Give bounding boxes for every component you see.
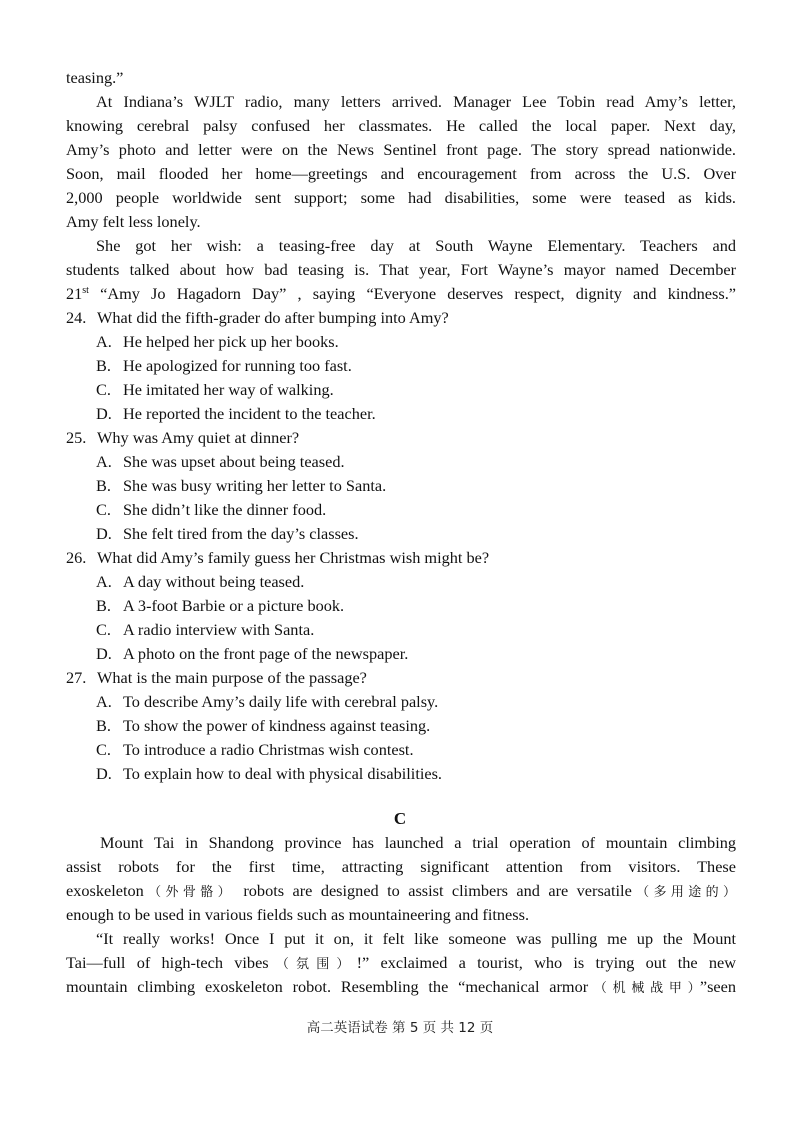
question-number: 27. <box>66 668 87 687</box>
option-letter: D. <box>96 524 112 543</box>
text-segment: !” exclaimed a tourist, who is trying out the new <box>356 953 736 972</box>
question-stem <box>66 546 736 570</box>
passage-b-line: Amy felt less lonely. <box>66 212 201 231</box>
passage-c-line: Mount Tai in Shandong province has launched a trial operation of mountain climbing <box>100 833 736 852</box>
question-number: 26. <box>66 548 87 567</box>
cjk-gloss: （机械战甲） <box>588 981 700 996</box>
option-letter: C. <box>96 500 111 519</box>
option-text: To introduce a radio Christmas wish contest. <box>123 740 414 759</box>
option-text: A day without being teased. <box>123 572 305 591</box>
passage-c-line: enough to be used in various fields such as mountaineering and fitness. <box>66 905 530 924</box>
passage-c-line: “It really works! Once I put it on, it felt like someone was pulling me up the Mount <box>96 929 736 948</box>
answer-option <box>96 450 766 474</box>
text-segment: robots are designed to assist climbers and are versatile <box>243 881 632 900</box>
option-letter: D. <box>96 404 112 423</box>
passage-b-line <box>66 282 736 306</box>
passage-c-line: assist robots for the first time, attracting significant attention from visitors. These <box>66 857 736 876</box>
answer-option <box>96 570 766 594</box>
question-stem <box>66 666 736 690</box>
answer-option <box>96 474 766 498</box>
date-rest: “Amy Jo Hagadorn Day” , saying “Everyone deserves respect, dignity and kindness.” <box>88 284 736 303</box>
option-letter: A. <box>96 572 112 591</box>
section-heading: C <box>393 809 407 828</box>
text-segment: exoskeleton <box>66 881 144 900</box>
passage-b-line: knowing cerebral palsy confused her classmates. He called the local paper. Next day, <box>66 116 736 135</box>
option-letter: A. <box>96 692 112 711</box>
answer-option <box>96 618 766 642</box>
answer-option <box>96 642 766 666</box>
cjk-gloss: （多用途的） <box>631 885 736 900</box>
question-number: 25. <box>66 428 87 447</box>
page-footer: 高二英语试卷 第 5 页 共 12 页 <box>306 1020 494 1036</box>
option-letter: C. <box>96 620 111 639</box>
option-text: He apologized for running too fast. <box>123 356 352 375</box>
question-text: What did the fifth-grader do after bumping into Amy? <box>97 308 449 327</box>
question-text: What did Amy’s family guess her Christmas wish might be? <box>97 548 490 567</box>
passage-b-line: students talked about how bad teasing is. That year, Fort Wayne’s mayor named December <box>66 260 736 279</box>
answer-option <box>96 522 766 546</box>
option-text: A radio interview with Santa. <box>123 620 315 639</box>
option-letter: C. <box>96 380 111 399</box>
option-text: She didn’t like the dinner food. <box>123 500 327 519</box>
option-letter: B. <box>96 716 111 735</box>
date-suffix: st <box>82 285 89 296</box>
answer-option <box>96 378 766 402</box>
option-text: To explain how to deal with physical disabilities. <box>123 764 443 783</box>
question-stem <box>66 306 736 330</box>
option-letter: A. <box>96 452 112 471</box>
option-text: To describe Amy’s daily life with cerebral palsy. <box>123 692 439 711</box>
passage-b-line: teasing.” <box>66 68 124 87</box>
date-number: 21 <box>66 284 83 303</box>
option-text: She felt tired from the day’s classes. <box>123 524 359 543</box>
answer-option <box>96 738 766 762</box>
passage-c-line <box>66 879 736 903</box>
answer-option <box>96 354 766 378</box>
answer-option <box>96 498 766 522</box>
cjk-gloss: （氛围） <box>268 957 357 972</box>
cjk-gloss: （外骨骼） <box>143 885 235 900</box>
passage-b-line: Soon, mail flooded her home—greetings and encouragement from across the U.S. Over <box>66 164 736 183</box>
option-text: A 3-foot Barbie or a picture book. <box>123 596 345 615</box>
text-segment: mountain climbing exoskeleton robot. Resembling the “mechanical armor <box>66 977 589 996</box>
option-text: She was upset about being teased. <box>123 452 345 471</box>
answer-option <box>96 690 766 714</box>
text-segment: Tai—full of high-tech vibes <box>66 953 269 972</box>
option-letter: A. <box>96 332 112 351</box>
question-number: 24. <box>66 308 87 327</box>
option-letter: C. <box>96 740 111 759</box>
option-text: A photo on the front page of the newspaper. <box>123 644 409 663</box>
passage-b-line: 2,000 people worldwide sent support; some had disabilities, some were teased as kids. <box>66 188 736 207</box>
option-text: He reported the incident to the teacher. <box>123 404 376 423</box>
question-text: Why was Amy quiet at dinner? <box>97 428 300 447</box>
passage-c-line <box>66 975 736 999</box>
answer-option <box>96 330 766 354</box>
option-letter: D. <box>96 644 112 663</box>
passage-c-line <box>66 951 736 975</box>
passage-b-line: Amy’s photo and letter were on the News Sentinel front page. The story spread nationwide. <box>66 140 736 159</box>
text-segment: ”seen <box>699 977 736 996</box>
option-letter: B. <box>96 476 111 495</box>
option-letter: D. <box>96 764 112 783</box>
question-stem <box>66 426 736 450</box>
option-letter: B. <box>96 356 111 375</box>
option-text: She was busy writing her letter to Santa. <box>123 476 387 495</box>
answer-option <box>96 402 766 426</box>
passage-b-line: At Indiana’s WJLT radio, many letters arrived. Manager Lee Tobin read Amy’s letter, <box>96 92 736 111</box>
answer-option <box>96 714 766 738</box>
answer-option <box>96 594 766 618</box>
answer-option <box>96 762 766 786</box>
option-text: He imitated her way of walking. <box>123 380 334 399</box>
passage-b-line: She got her wish: a teasing-free day at South Wayne Elementary. Teachers and <box>96 236 736 255</box>
option-text: He helped her pick up her books. <box>123 332 339 351</box>
option-text: To show the power of kindness against teasing. <box>123 716 431 735</box>
option-letter: B. <box>96 596 111 615</box>
question-text: What is the main purpose of the passage? <box>97 668 367 687</box>
